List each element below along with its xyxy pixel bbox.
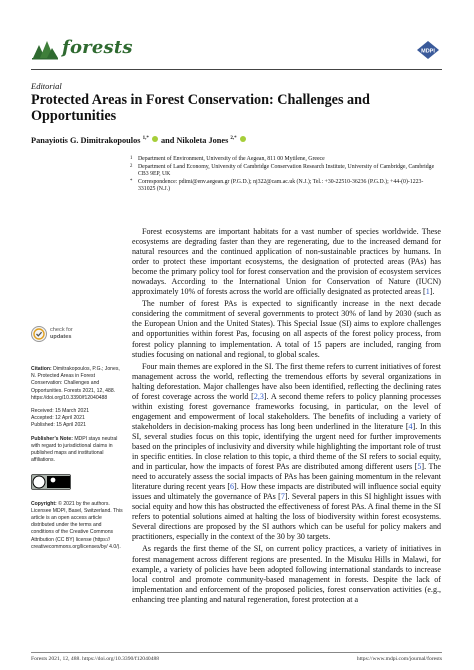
affiliation-item (130, 164, 440, 179)
svg-text:MDPI: MDPI (421, 48, 435, 55)
publisher-note-block (31, 436, 123, 465)
author-line (31, 136, 247, 145)
check-for-updates-button[interactable] (31, 326, 87, 346)
mdpi-logo-icon (416, 40, 440, 60)
forests-logo-icon (31, 38, 59, 60)
reference-link[interactable]: 6 (230, 482, 235, 492)
cc-by-license-icon[interactable] (31, 474, 71, 490)
check-label-line2: updates (50, 334, 72, 340)
copyright-block (31, 501, 123, 551)
author-name[interactable]: Nikoleta Jones (176, 136, 229, 145)
affiliation-item (130, 156, 440, 164)
body-paragraph: Forest ecosystems are important habitats for a vast number of species worldwide. These ecosystems are degrading faster than they are regenerating, due to the increased demand for natural resources and the continued application of non-sustainable practices by humans. In order to protect these important ecosystems, the designation of protected areas (PAs) has become the primary policy tool for forest conservation and the provision of ecosystem services nowadays. According to the International Union for Conservation of Nature (IUCN) approximately 10% of forests across the world are officially designated as protected areas [1]. (132, 227, 441, 297)
received-date: Received: 15 March 2021 (31, 408, 90, 415)
author-and: and (160, 136, 175, 145)
reference-link[interactable]: 1 (425, 287, 430, 297)
citation-block (31, 366, 123, 402)
reference-link[interactable]: 5 (417, 462, 422, 472)
header-rule (31, 69, 442, 70)
publisher-note-text: MDPI stays neutral with regard to jurisdictional claims in published maps and institutional affiliations. (31, 435, 118, 464)
affiliation-mark: * (130, 178, 133, 184)
affiliations (130, 156, 440, 194)
citation-label: Citation: (31, 366, 52, 372)
correspondence-text[interactable]: Correspondence: pdimi@env.aegean.gr (P.G.D.); nj322@cam.ac.uk (N.J.); Tel.: +30-22510-36236 (P.G.D.); +44-(0)-1223-331025 (N.J.) (138, 178, 424, 193)
affiliation-mark: 2 (130, 163, 133, 169)
reference-link[interactable]: 7 (280, 492, 285, 502)
author-marks: 1,* (142, 136, 149, 142)
copyright-label: Copyright: (31, 500, 57, 507)
body-paragraph: The number of forest PAs is expected to significantly increase in the next decade considering the commitment of several governments to protect 30% of land by 2030 (such as the European Union and the United States). This Special Issue (SI) aims to explore challenges and opportunities within forest Pas, focusing on all aspects of the forest policy process, from forest policy planning to implementation. A total of 15 papers are included, ranging from studies focusing on national and regional, to global scales. (132, 299, 441, 359)
journal-name: forests (62, 37, 133, 58)
article-body (132, 227, 441, 607)
body-paragraph: As regards the first theme of the SI, on current policy practices, a variety of initiatives in forest management across different regions are presented. In the Misuku Hills in Malawi, for example, a variety of policies have been adopted following international standards to increase local control and promote community-based management in forests. Despite the lack of implementation and enforcement of the proposed policies, forest conservation activities (e.g., enhancing tree planting and natural regeneration, forest protection at a (132, 544, 441, 604)
author-marks: 2,* (230, 136, 237, 142)
orcid-icon[interactable] (240, 136, 246, 142)
check-updates-icon (31, 326, 47, 342)
publisher-note-label: Publisher’s Note: (31, 435, 73, 442)
reference-link[interactable]: 2,3 (253, 391, 264, 401)
reference-link[interactable]: 4 (408, 421, 413, 431)
author-name[interactable]: Panayiotis G. Dimitrakopoulos (31, 136, 141, 145)
affiliation-mark: 1 (130, 156, 133, 161)
footer-journal-url[interactable]: https://www.mdpi.com/journal/forests (356, 656, 442, 662)
check-label-line1: check for (50, 327, 73, 333)
dates-block (31, 408, 123, 430)
article-title: Protected Areas in Forest Conservation: Challenges and Opportunities (31, 92, 370, 124)
footer-rule (31, 652, 442, 653)
affiliation-text: Department of Environment, University of the Aegean, 811 00 Mytilene, Greece (138, 156, 325, 162)
footer-citation[interactable]: Forests 2021, 12, 488. https://doi.org/10.3390/f12040488 (31, 656, 160, 662)
article-type: Editorial (31, 81, 62, 91)
body-paragraph: Four main themes are explored in the SI. The first theme refers to current initiatives of forest management across the world, reflecting the tremendous efforts by several organizations in halting deforestation. Major challenges have also been identified, reflecting the declining rates of forest coverage across the world [2,3]. A second theme refers to policy planning processes within existing forest governance frameworks focusing, in particular, on the level of engagement and empowerment of local stakeholders. The benefits of including a variety of stakeholders in decision-making process has long been underlined in the literature [4]. In this SI, several studies focus on this topic, identifying the urgent need for further improvements based on the principles of inclusivity and diversity while highlighting the important role of trust in specific entities. In close relation to this topic, a third theme of the SI refers to social equity, and in particular, how the impacts of forest PAs are distributed among different users [5]. The need to accurately assess the social impacts of PAs has been gaining momentum in the relevant literature during recent years [6]. How these impacts are distributed will influence social equity issues and ultimately the governance of PAs [7]. Several papers in this SI highlight issues with social equity and how this has obstructed the effectiveness of forest PAs. A final theme in the SI refers to potential solutions aimed at halting the loss of biodiversity within forest ecosystems. Several directions are proposed by the SI authors which can be useful for policy makers and practitioners, especially in the context of the 30 by 30 targets. (132, 361, 441, 542)
copyright-text[interactable]: © 2021 by the authors. Licensee MDPI, Basel, Switzerland. This article is an open access article distributed under the terms and conditions of the Creative Commons Attribution (CC BY) license (https:// creativecommons.org/licenses/by/ 4.0/). (31, 500, 123, 550)
accepted-date: Accepted: 12 April 2021 (31, 415, 85, 422)
affiliation-text: Department of Land Economy, University of Cambridge Conservation Research Institute, University of Cambridge, Cambridge CB3 9EP, UK (138, 163, 435, 178)
published-date: Published: 15 April 2021 (31, 422, 86, 429)
orcid-icon[interactable] (152, 136, 158, 142)
affiliation-item (130, 179, 440, 194)
article-sidebar (31, 366, 123, 557)
citation-text[interactable]: Dimitrakopoulos, P.G.; Jones, N. Protected Areas in Forest Conservation: Challenges and Opportunities. Forests 2021, 12, 488. https://doi.org/10.3390/f12040488 (31, 366, 120, 401)
